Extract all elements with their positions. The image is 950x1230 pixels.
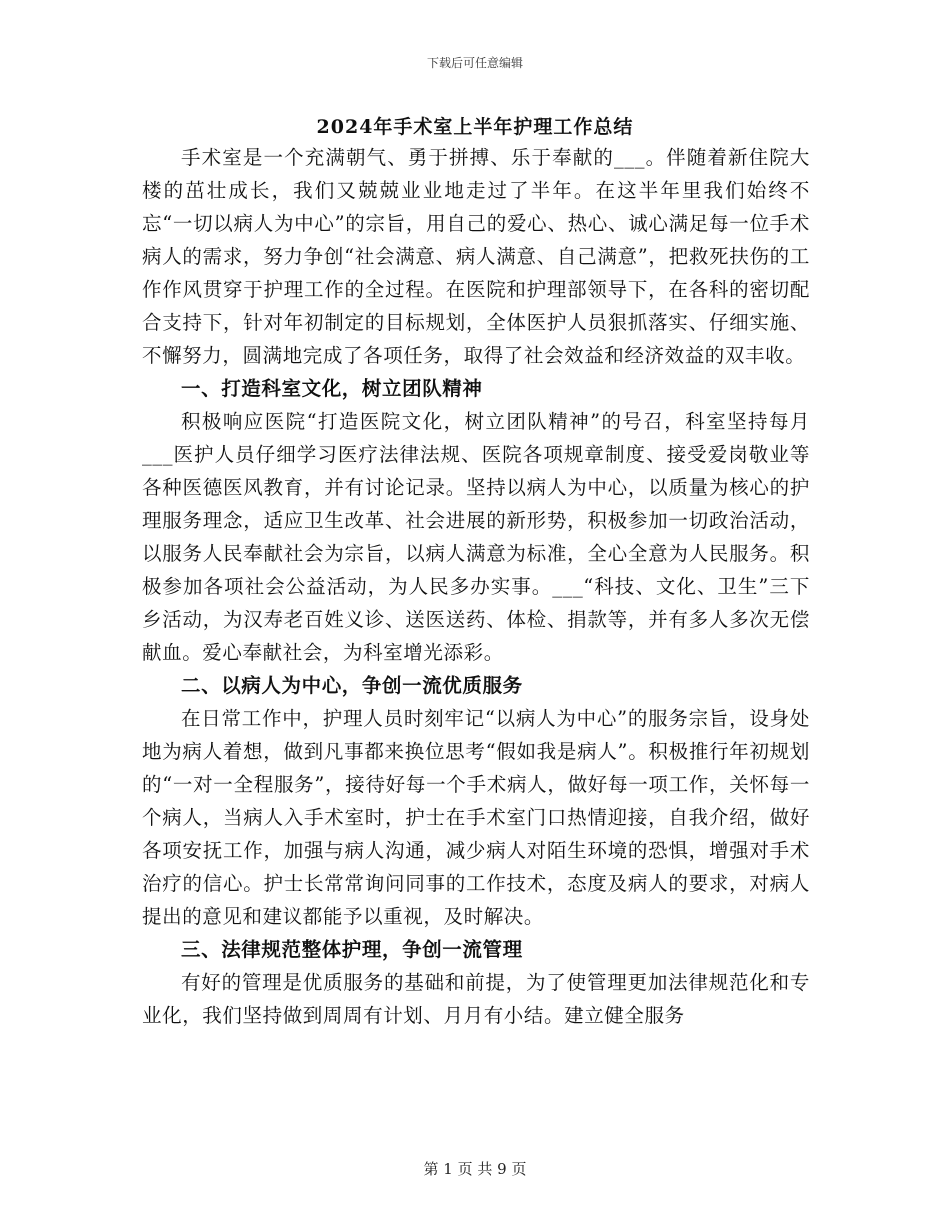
- header-note: 下载后可任意编辑: [426, 56, 523, 70]
- section-heading-2: 二、以病人为中心，争创一流优质服务: [181, 674, 523, 697]
- section-heading-1: 一、打造科室文化，树立团队精神: [181, 377, 483, 400]
- section-paragraph-2: 在日常工作中，护理人员时刻牢记“以病人为中心”的服务宗旨，设身处地为病人着想，做到凡事都来换位思考“假如我是病人”。积极推行年初规划的“一对一全程服务”，接待好每一个手术病人，做好每一项工作，关怀每一个病人，当病人入手术室时，护士在手术室门口热情迎接，自我介绍，做好各项安抚工作，加强与病人沟通，减少病人对陌生环境的恐惧，增强对手术治疗的信心。护士长常常询问同事的工作技术，态度及病人的要求，对病人提出的意见和建议都能予以重视，及时解决。: [142, 707, 810, 928]
- section-heading-3: 三、法律规范整体护理，争创一流管理: [181, 938, 523, 961]
- document-body: [142, 141, 810, 1032]
- intro-paragraph: 手术室是一个充满朝气、勇于拼搏、乐于奉献的___。伴随着新住院大楼的茁壮成长，我们又兢兢业业地走过了半年。在这半年里我们始终不忘“一切以病人为中心”的宗旨，用自己的爱心、热心、诚心满足每一位手术病人的需求，努力争创“社会满意、病人满意、自己满意”，把救死扶伤的工作作风贯穿于护理工作的全过程。在医院和护理部领导下，在各科的密切配合支持下，针对年初制定的目标规划，全体医护人员狠抓落实、仔细实施、不懈努力，圆满地完成了各项任务，取得了社会效益和经济效益的双丰收。: [142, 146, 810, 367]
- page-number-footer: 第 1 页 共 9 页: [423, 1160, 527, 1178]
- document-title: 2024年手术室上半年护理工作总结: [316, 116, 634, 138]
- section-paragraph-1: 积极响应医院“打造医院文化，树立团队精神”的号召，科室坚持每月___医护人员仔细学习医疗法律法规、医院各项规章制度、接受爱岗敬业等各种医德医风教育，并有讨论记录。坚持以病人为中心，以质量为核心的护理服务理念，适应卫生改革、社会进展的新形势，积极参加一切政治活动，以服务人民奉献社会为宗旨，以病人满意为标准，全心全意为人民服务。积极参加各项社会公益活动，为人民多办实事。___“科技、文化、卫生”三下乡活动，为汉寿老百姓义诊、送医送药、体检、捐款等，并有多人多次无偿献血。爱心奉献社会，为科室增光添彩。: [142, 410, 810, 664]
- section-paragraph-3: 有好的管理是优质服务的基础和前提，为了使管理更加法律规范化和专业化，我们坚持做到周周有计划、月月有小结。建立健全服务: [142, 971, 810, 1027]
